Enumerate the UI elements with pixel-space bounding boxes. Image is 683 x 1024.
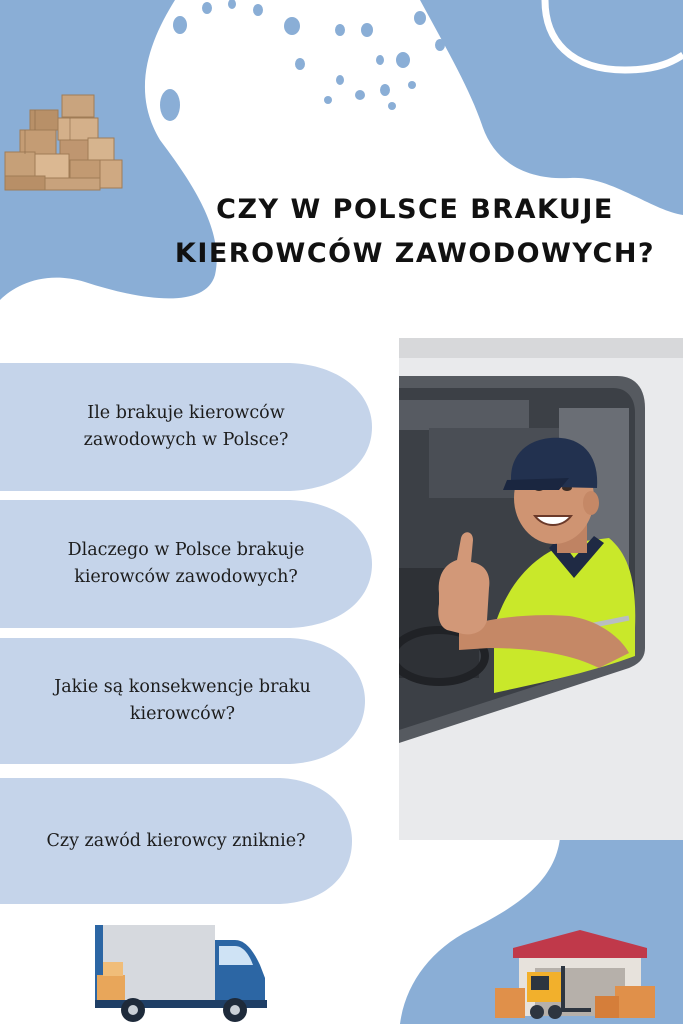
question-card-3[interactable]	[0, 638, 365, 764]
page-title	[150, 188, 680, 276]
question-text: Dlaczego w Polsce brakuje kierowców zawodowych?	[67, 540, 305, 587]
title-line-1: CZY W POLSCE BRAKUJE	[216, 194, 614, 225]
question-card-1[interactable]	[0, 363, 372, 491]
question-card-2[interactable]	[0, 500, 372, 628]
dots-decoration	[160, 0, 445, 121]
boxes-pile-icon	[0, 90, 130, 195]
truck-driver-illustration	[399, 338, 683, 840]
question-text: Ile brakuje kierowców zawodowych w Polsce?	[83, 403, 289, 450]
question-text: Jakie są konsekwencje braku kierowców?	[54, 677, 311, 724]
delivery-truck-icon	[95, 920, 270, 1024]
question-card-4[interactable]	[0, 778, 352, 904]
question-text: Czy zawód kierowcy zniknie?	[46, 830, 306, 851]
truck-driver-photo	[399, 338, 683, 840]
title-line-2: KIEROWCÓW ZAWODOWYCH?	[174, 238, 656, 269]
warehouse-forklift-icon	[495, 928, 665, 1024]
